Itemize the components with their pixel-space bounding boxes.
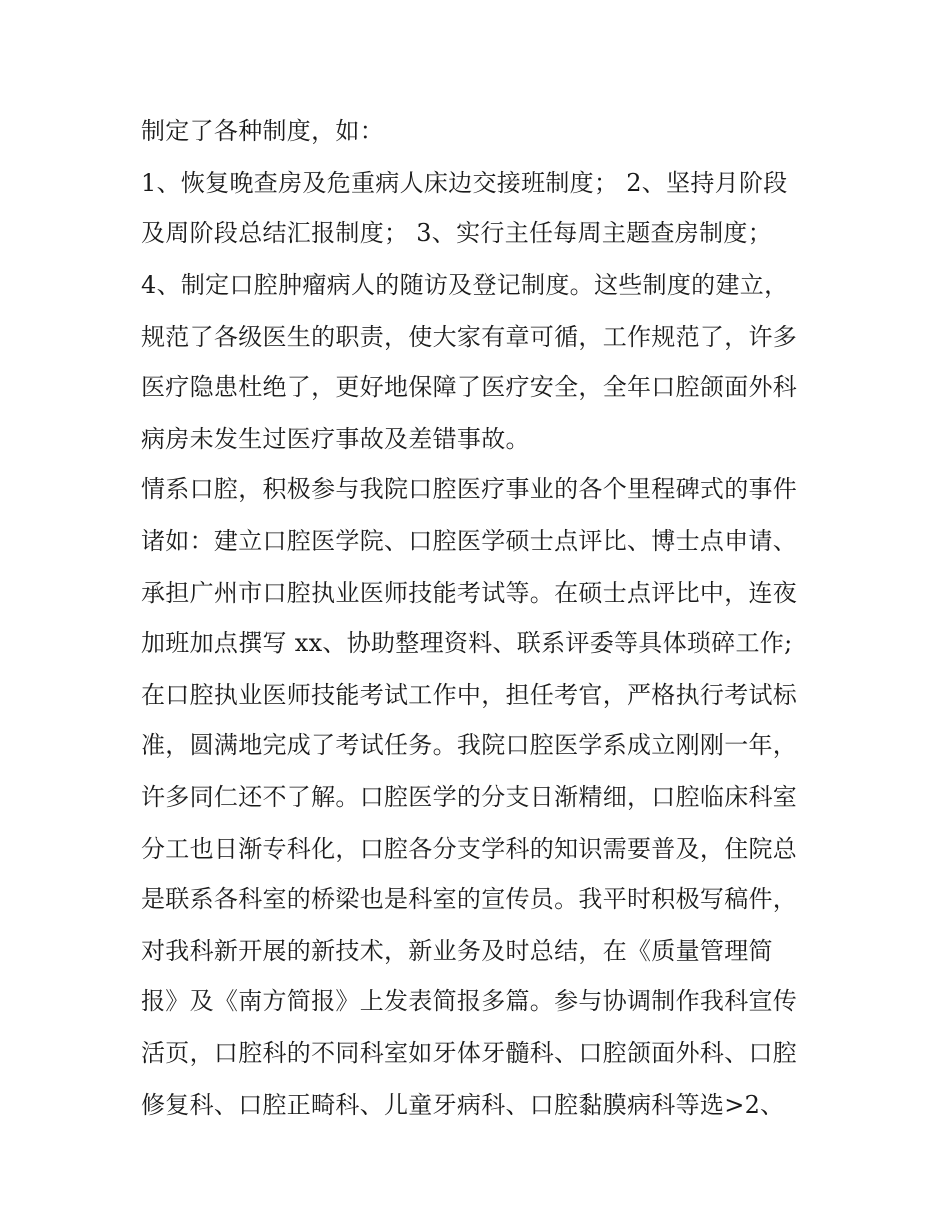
text-line: 许多同仁还不了解。口腔医学的分支日渐精细，口腔临床科室 <box>141 783 798 811</box>
text-line: 加班加点撰写 xx、协助整理资料、联系评委等具体琐碎工作; <box>141 629 793 657</box>
text-line: 承担广州市口腔执业医师技能考试等。在硕士点评比中，连夜 <box>141 579 798 607</box>
text-line: 是联系各科室的桥梁也是科室的宣传员。我平时积极写稿件， <box>141 885 798 913</box>
text-line: 情系口腔，积极参与我院口腔医疗事业的各个里程碑式的事件 <box>141 475 798 503</box>
text-line: 4、制定口腔肿瘤病人的随访及登记制度。这些制度的建立， <box>141 271 789 299</box>
text-line: 修复科、口腔正畸科、儿童牙病科、口腔黏膜病科等选>2、 <box>141 1091 785 1119</box>
text-line: 医疗隐患杜绝了，更好地保障了医疗安全，全年口腔颌面外科 <box>141 373 798 401</box>
text-line: 活页，口腔科的不同科室如牙体牙髓科、口腔颌面外科、口腔 <box>141 1039 798 1067</box>
text-line: 在口腔执业医师技能考试工作中，担任考官，严格执行考试标 <box>141 681 798 709</box>
text-line: 规范了各级医生的职责，使大家有章可循，工作规范了，许多 <box>141 323 798 351</box>
text-line: 病房未发生过医疗事故及差错事故。 <box>141 425 530 453</box>
text-line: 1、恢复晚查房及危重病人床边交接班制度； 2、坚持月阶段 <box>141 169 788 197</box>
text-line: 制定了各种制度，如： <box>141 117 384 145</box>
text-line: 准，圆满地完成了考试任务。我院口腔医学系成立刚刚一年， <box>141 731 798 759</box>
text-line: 及周阶段总结汇报制度； 3、实行主任每周主题查房制度； <box>141 219 772 247</box>
text-line: 分工也日渐专科化，口腔各分支学科的知识需要普及，住院总 <box>141 835 798 863</box>
text-line: 诸如：建立口腔医学院、口腔医学硕士点评比、博士点申请、 <box>141 527 798 555</box>
text-line: 报》及《南方简报》上发表简报多篇。参与协调制作我科宣传 <box>141 987 798 1015</box>
text-line: 对我科新开展的新技术，新业务及时总结，在《质量管理简 <box>141 937 773 965</box>
